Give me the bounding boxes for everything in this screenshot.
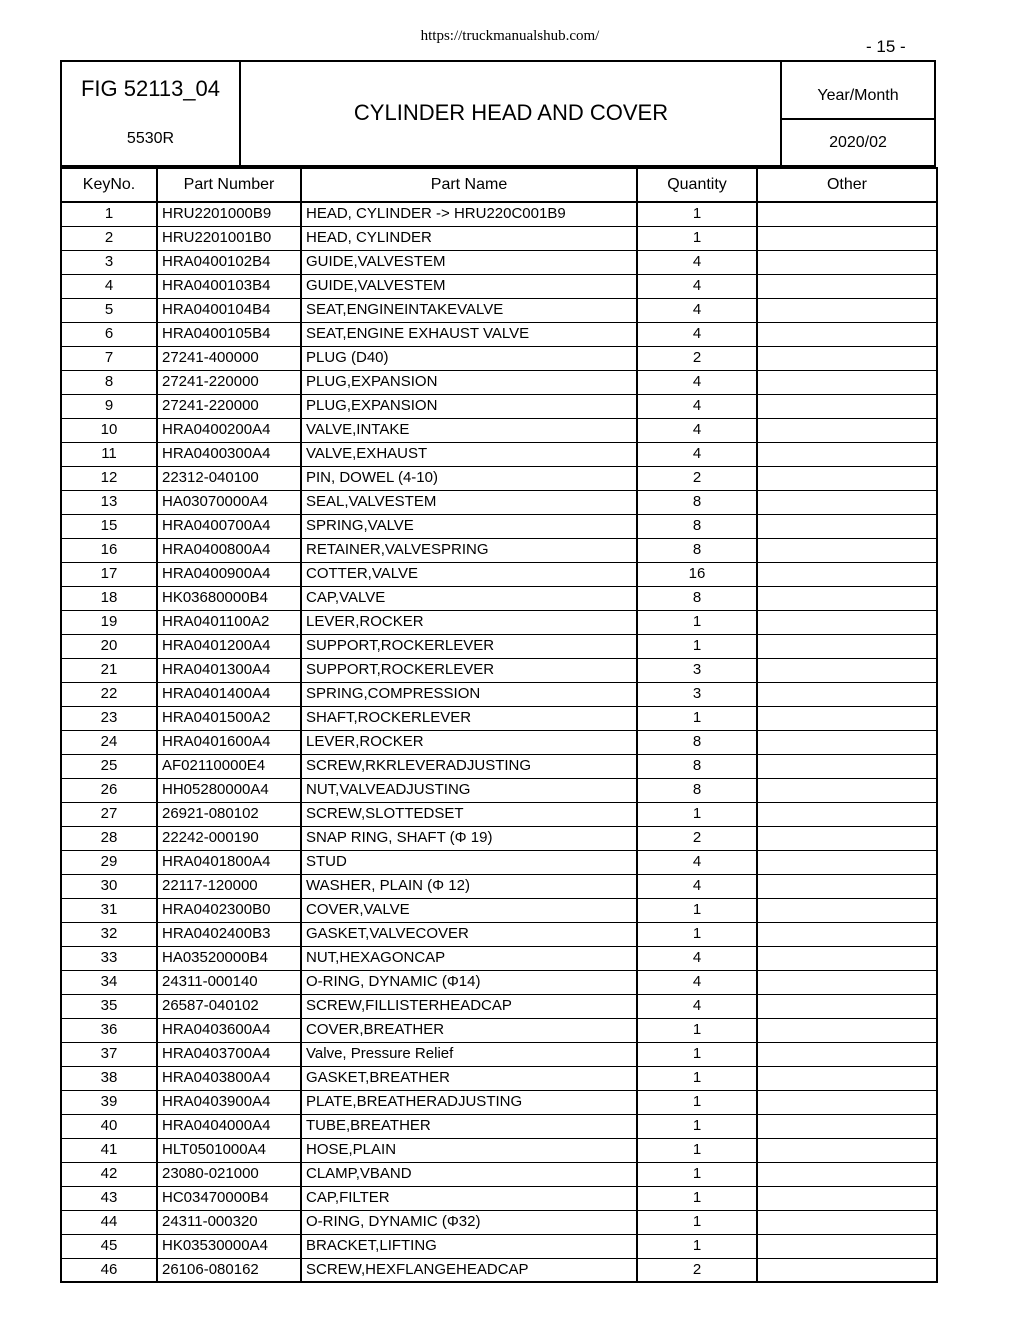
key-number-cell: 43: [61, 1186, 157, 1210]
key-number-cell: 23: [61, 706, 157, 730]
table-row: [61, 802, 937, 826]
other-cell: [757, 1210, 937, 1234]
table-row: [61, 1138, 937, 1162]
key-number-cell: 19: [61, 610, 157, 634]
part-number-cell: HRA0401600A4: [157, 730, 301, 754]
part-number-cell: HRA0403600A4: [157, 1018, 301, 1042]
key-number-cell: 35: [61, 994, 157, 1018]
other-cell: [757, 994, 937, 1018]
table-row: [61, 418, 937, 442]
other-cell: [757, 1258, 937, 1282]
other-cell: [757, 226, 937, 250]
table-row: [61, 730, 937, 754]
other-cell: [757, 946, 937, 970]
key-number-cell: 18: [61, 586, 157, 610]
table-row: [61, 442, 937, 466]
key-number-cell: 4: [61, 274, 157, 298]
key-number-cell: 28: [61, 826, 157, 850]
key-number-cell: 45: [61, 1234, 157, 1258]
key-number-cell: 1: [61, 202, 157, 226]
key-number-cell: 8: [61, 370, 157, 394]
part-name-cell: VALVE,EXHAUST: [301, 442, 637, 466]
other-cell: [757, 394, 937, 418]
quantity-cell: 1: [637, 898, 757, 922]
table-row: [61, 298, 937, 322]
table-row: [61, 1018, 937, 1042]
part-number-cell: HRA0401100A2: [157, 610, 301, 634]
other-cell: [757, 802, 937, 826]
key-number-cell: 24: [61, 730, 157, 754]
other-cell: [757, 730, 937, 754]
other-cell: [757, 586, 937, 610]
table-header-row: [61, 168, 937, 202]
quantity-cell: 4: [637, 850, 757, 874]
other-cell: [757, 418, 937, 442]
part-number-cell: HRU2201001B0: [157, 226, 301, 250]
figure-number: FIG 52113_04: [80, 76, 221, 101]
part-name-cell: SPRING,VALVE: [301, 514, 637, 538]
key-number-cell: 22: [61, 682, 157, 706]
part-number-cell: HRA0400104B4: [157, 298, 301, 322]
part-name-cell: SHAFT,ROCKERLEVER: [301, 706, 637, 730]
table-row: [61, 490, 937, 514]
table-row: [61, 826, 937, 850]
table-row: [61, 202, 937, 226]
quantity-cell: 2: [637, 826, 757, 850]
other-cell: [757, 1018, 937, 1042]
part-name-cell: SUPPORT,ROCKERLEVER: [301, 634, 637, 658]
quantity-cell: 1: [637, 1234, 757, 1258]
key-number-cell: 38: [61, 1066, 157, 1090]
part-number-cell: 23080-021000: [157, 1162, 301, 1186]
other-cell: [757, 610, 937, 634]
quantity-cell: 4: [637, 298, 757, 322]
part-number-cell: HA03070000A4: [157, 490, 301, 514]
key-number-cell: 30: [61, 874, 157, 898]
quantity-cell: 8: [637, 514, 757, 538]
other-cell: [757, 1138, 937, 1162]
column-header-other: Other: [757, 168, 937, 202]
key-number-cell: 13: [61, 490, 157, 514]
part-number-cell: HRA0402400B3: [157, 922, 301, 946]
quantity-cell: 8: [637, 538, 757, 562]
table-row: [61, 874, 937, 898]
part-number-cell: HRA0400700A4: [157, 514, 301, 538]
part-name-cell: SEAT,ENGINEINTAKEVALVE: [301, 298, 637, 322]
other-cell: [757, 442, 937, 466]
other-cell: [757, 466, 937, 490]
part-name-cell: RETAINER,VALVESPRING: [301, 538, 637, 562]
other-cell: [757, 250, 937, 274]
table-row: [61, 538, 937, 562]
key-number-cell: 9: [61, 394, 157, 418]
other-cell: [757, 562, 937, 586]
key-number-cell: 16: [61, 538, 157, 562]
part-number-cell: HLT0501000A4: [157, 1138, 301, 1162]
part-number-cell: HRA0401800A4: [157, 850, 301, 874]
column-header-part-name: Part Name: [301, 168, 637, 202]
other-cell: [757, 658, 937, 682]
key-number-cell: 2: [61, 226, 157, 250]
other-cell: [757, 1090, 937, 1114]
key-number-cell: 42: [61, 1162, 157, 1186]
table-row: [61, 250, 937, 274]
part-name-cell: SEAL,VALVESTEM: [301, 490, 637, 514]
figure-header: [60, 60, 936, 167]
quantity-cell: 1: [637, 802, 757, 826]
quantity-cell: 1: [637, 1018, 757, 1042]
page-number: - 15 -: [866, 37, 906, 56]
part-name-cell: SNAP RING, SHAFT (Φ 19): [301, 826, 637, 850]
table-row: [61, 970, 937, 994]
other-cell: [757, 490, 937, 514]
table-row: [61, 706, 937, 730]
part-number-cell: 27241-220000: [157, 394, 301, 418]
table-row: [61, 1258, 937, 1282]
other-cell: [757, 706, 937, 730]
table-row: [61, 658, 937, 682]
parts-table-body: [61, 202, 937, 1282]
table-row: [61, 1162, 937, 1186]
part-number-cell: HRA0401400A4: [157, 682, 301, 706]
part-name-cell: COVER,VALVE: [301, 898, 637, 922]
table-row: [61, 994, 937, 1018]
other-cell: [757, 778, 937, 802]
part-number-cell: HRA0402300B0: [157, 898, 301, 922]
other-cell: [757, 634, 937, 658]
part-number-cell: HH05280000A4: [157, 778, 301, 802]
column-header-keyno: KeyNo.: [61, 168, 157, 202]
part-name-cell: WASHER, PLAIN (Φ 12): [301, 874, 637, 898]
other-cell: [757, 1042, 937, 1066]
quantity-cell: 8: [637, 778, 757, 802]
table-row: [61, 226, 937, 250]
table-row: [61, 370, 937, 394]
part-name-cell: PLUG,EXPANSION: [301, 394, 637, 418]
key-number-cell: 39: [61, 1090, 157, 1114]
table-row: [61, 682, 937, 706]
part-number-cell: 22117-120000: [157, 874, 301, 898]
other-cell: [757, 514, 937, 538]
year-month-label: Year/Month: [782, 62, 934, 120]
quantity-cell: 2: [637, 1258, 757, 1282]
part-name-cell: GUIDE,VALVESTEM: [301, 250, 637, 274]
part-number-cell: HRA0403700A4: [157, 1042, 301, 1066]
other-cell: [757, 1234, 937, 1258]
part-number-cell: HRU2201000B9: [157, 202, 301, 226]
part-name-cell: SCREW,HEXFLANGEHEADCAP: [301, 1258, 637, 1282]
other-cell: [757, 274, 937, 298]
quantity-cell: 4: [637, 274, 757, 298]
part-number-cell: HRA0401500A2: [157, 706, 301, 730]
part-number-cell: HK03530000A4: [157, 1234, 301, 1258]
key-number-cell: 20: [61, 634, 157, 658]
part-number-cell: 24311-000320: [157, 1210, 301, 1234]
key-number-cell: 36: [61, 1018, 157, 1042]
table-row: [61, 610, 937, 634]
key-number-cell: 11: [61, 442, 157, 466]
part-number-cell: HRA0400102B4: [157, 250, 301, 274]
part-name-cell: PIN, DOWEL (4-10): [301, 466, 637, 490]
key-number-cell: 21: [61, 658, 157, 682]
column-header-part-number: Part Number: [157, 168, 301, 202]
quantity-cell: 1: [637, 1066, 757, 1090]
key-number-cell: 26: [61, 778, 157, 802]
key-number-cell: 40: [61, 1114, 157, 1138]
part-name-cell: PLUG (D40): [301, 346, 637, 370]
part-number-cell: HRA0400103B4: [157, 274, 301, 298]
quantity-cell: 4: [637, 418, 757, 442]
part-name-cell: STUD: [301, 850, 637, 874]
key-number-cell: 17: [61, 562, 157, 586]
column-header-quantity: Quantity: [637, 168, 757, 202]
part-name-cell: O-RING, DYNAMIC (Φ14): [301, 970, 637, 994]
other-cell: [757, 970, 937, 994]
table-row: [61, 778, 937, 802]
table-row: [61, 754, 937, 778]
other-cell: [757, 826, 937, 850]
other-cell: [757, 898, 937, 922]
part-number-cell: HRA0400105B4: [157, 322, 301, 346]
key-number-cell: 25: [61, 754, 157, 778]
quantity-cell: 1: [637, 1090, 757, 1114]
key-number-cell: 10: [61, 418, 157, 442]
other-cell: [757, 346, 937, 370]
part-number-cell: HRA0403800A4: [157, 1066, 301, 1090]
key-number-cell: 34: [61, 970, 157, 994]
other-cell: [757, 874, 937, 898]
quantity-cell: 8: [637, 490, 757, 514]
key-number-cell: 27: [61, 802, 157, 826]
part-number-cell: 27241-220000: [157, 370, 301, 394]
quantity-cell: 1: [637, 706, 757, 730]
table-row: [61, 346, 937, 370]
part-name-cell: PLATE,BREATHERADJUSTING: [301, 1090, 637, 1114]
part-name-cell: NUT,HEXAGONCAP: [301, 946, 637, 970]
quantity-cell: 8: [637, 754, 757, 778]
part-name-cell: LEVER,ROCKER: [301, 610, 637, 634]
part-name-cell: NUT,VALVEADJUSTING: [301, 778, 637, 802]
quantity-cell: 4: [637, 970, 757, 994]
table-row: [61, 1186, 937, 1210]
part-name-cell: GASKET,VALVECOVER: [301, 922, 637, 946]
part-number-cell: HRA0404000A4: [157, 1114, 301, 1138]
table-row: [61, 1210, 937, 1234]
part-name-cell: PLUG,EXPANSION: [301, 370, 637, 394]
table-row: [61, 514, 937, 538]
table-row: [61, 850, 937, 874]
part-number-cell: HRA0400900A4: [157, 562, 301, 586]
quantity-cell: 1: [637, 634, 757, 658]
part-number-cell: 26106-080162: [157, 1258, 301, 1282]
part-number-cell: HRA0403900A4: [157, 1090, 301, 1114]
part-number-cell: HRA0401300A4: [157, 658, 301, 682]
key-number-cell: 12: [61, 466, 157, 490]
quantity-cell: 4: [637, 370, 757, 394]
quantity-cell: 3: [637, 658, 757, 682]
quantity-cell: 4: [637, 874, 757, 898]
title-cell: [241, 62, 781, 165]
source-url: https://truckmanualshub.com/: [420, 28, 600, 44]
part-name-cell: BRACKET,LIFTING: [301, 1234, 637, 1258]
part-name-cell: GASKET,BREATHER: [301, 1066, 637, 1090]
table-row: [61, 562, 937, 586]
quantity-cell: 1: [637, 1042, 757, 1066]
quantity-cell: 8: [637, 586, 757, 610]
key-number-cell: 32: [61, 922, 157, 946]
table-row: [61, 394, 937, 418]
quantity-cell: 4: [637, 946, 757, 970]
part-name-cell: O-RING, DYNAMIC (Φ32): [301, 1210, 637, 1234]
quantity-cell: 2: [637, 346, 757, 370]
table-row: [61, 586, 937, 610]
table-row: [61, 634, 937, 658]
part-number-cell: 27241-400000: [157, 346, 301, 370]
quantity-cell: 8: [637, 730, 757, 754]
quantity-cell: 4: [637, 442, 757, 466]
table-row: [61, 274, 937, 298]
part-name-cell: Valve, Pressure Relief: [301, 1042, 637, 1066]
table-row: [61, 1090, 937, 1114]
part-name-cell: GUIDE,VALVESTEM: [301, 274, 637, 298]
part-number-cell: 26587-040102: [157, 994, 301, 1018]
other-cell: [757, 682, 937, 706]
part-number-cell: AF02110000E4: [157, 754, 301, 778]
other-cell: [757, 1186, 937, 1210]
part-number-cell: HK03680000B4: [157, 586, 301, 610]
key-number-cell: 46: [61, 1258, 157, 1282]
part-number-cell: HRA0400200A4: [157, 418, 301, 442]
part-number-cell: HRA0401200A4: [157, 634, 301, 658]
quantity-cell: 4: [637, 394, 757, 418]
date-cell: [780, 62, 934, 165]
parts-table: [60, 167, 938, 1283]
table-row: [61, 898, 937, 922]
table-row: [61, 466, 937, 490]
part-name-cell: SUPPORT,ROCKERLEVER: [301, 658, 637, 682]
quantity-cell: 1: [637, 1186, 757, 1210]
part-name-cell: CAP,VALVE: [301, 586, 637, 610]
quantity-cell: 3: [637, 682, 757, 706]
table-row: [61, 1114, 937, 1138]
part-name-cell: SCREW,SLOTTEDSET: [301, 802, 637, 826]
table-row: [61, 922, 937, 946]
part-name-cell: SCREW,FILLISTERHEADCAP: [301, 994, 637, 1018]
page-title: CYLINDER HEAD AND COVER: [353, 100, 669, 125]
quantity-cell: 1: [637, 1210, 757, 1234]
part-name-cell: SEAT,ENGINE EXHAUST VALVE: [301, 322, 637, 346]
part-name-cell: HEAD, CYLINDER: [301, 226, 637, 250]
quantity-cell: 1: [637, 226, 757, 250]
part-number-cell: 26921-080102: [157, 802, 301, 826]
key-number-cell: 31: [61, 898, 157, 922]
part-number-cell: 22312-040100: [157, 466, 301, 490]
table-row: [61, 322, 937, 346]
other-cell: [757, 370, 937, 394]
quantity-cell: 4: [637, 322, 757, 346]
key-number-cell: 41: [61, 1138, 157, 1162]
part-name-cell: VALVE,INTAKE: [301, 418, 637, 442]
part-name-cell: CLAMP,VBAND: [301, 1162, 637, 1186]
part-name-cell: LEVER,ROCKER: [301, 730, 637, 754]
part-number-cell: HRA0400800A4: [157, 538, 301, 562]
quantity-cell: 2: [637, 466, 757, 490]
other-cell: [757, 1162, 937, 1186]
part-name-cell: HEAD, CYLINDER -> HRU220C001B9: [301, 202, 637, 226]
quantity-cell: 1: [637, 610, 757, 634]
key-number-cell: 33: [61, 946, 157, 970]
part-name-cell: SPRING,COMPRESSION: [301, 682, 637, 706]
part-name-cell: TUBE,BREATHER: [301, 1114, 637, 1138]
key-number-cell: 3: [61, 250, 157, 274]
other-cell: [757, 322, 937, 346]
other-cell: [757, 538, 937, 562]
model-number: 5530R: [126, 130, 175, 147]
date-value: 2020/02: [829, 134, 887, 151]
quantity-cell: 1: [637, 1114, 757, 1138]
other-cell: [757, 202, 937, 226]
quantity-cell: 1: [637, 202, 757, 226]
part-name-cell: CAP,FILTER: [301, 1186, 637, 1210]
part-number-cell: HC03470000B4: [157, 1186, 301, 1210]
quantity-cell: 1: [637, 1138, 757, 1162]
key-number-cell: 37: [61, 1042, 157, 1066]
key-number-cell: 44: [61, 1210, 157, 1234]
part-number-cell: HRA0400300A4: [157, 442, 301, 466]
other-cell: [757, 1066, 937, 1090]
part-number-cell: HA03520000B4: [157, 946, 301, 970]
quantity-cell: 1: [637, 1162, 757, 1186]
other-cell: [757, 1114, 937, 1138]
other-cell: [757, 850, 937, 874]
key-number-cell: 7: [61, 346, 157, 370]
quantity-cell: 1: [637, 922, 757, 946]
other-cell: [757, 922, 937, 946]
table-row: [61, 1234, 937, 1258]
other-cell: [757, 754, 937, 778]
part-number-cell: 22242-000190: [157, 826, 301, 850]
part-name-cell: COVER,BREATHER: [301, 1018, 637, 1042]
key-number-cell: 6: [61, 322, 157, 346]
other-cell: [757, 298, 937, 322]
quantity-cell: 4: [637, 250, 757, 274]
table-row: [61, 946, 937, 970]
figure-id-cell: [62, 62, 241, 165]
quantity-cell: 16: [637, 562, 757, 586]
part-name-cell: SCREW,RKRLEVERADJUSTING: [301, 754, 637, 778]
table-row: [61, 1066, 937, 1090]
table-row: [61, 1042, 937, 1066]
part-number-cell: 24311-000140: [157, 970, 301, 994]
part-name-cell: HOSE,PLAIN: [301, 1138, 637, 1162]
quantity-cell: 4: [637, 994, 757, 1018]
key-number-cell: 5: [61, 298, 157, 322]
key-number-cell: 29: [61, 850, 157, 874]
key-number-cell: 15: [61, 514, 157, 538]
part-name-cell: COTTER,VALVE: [301, 562, 637, 586]
